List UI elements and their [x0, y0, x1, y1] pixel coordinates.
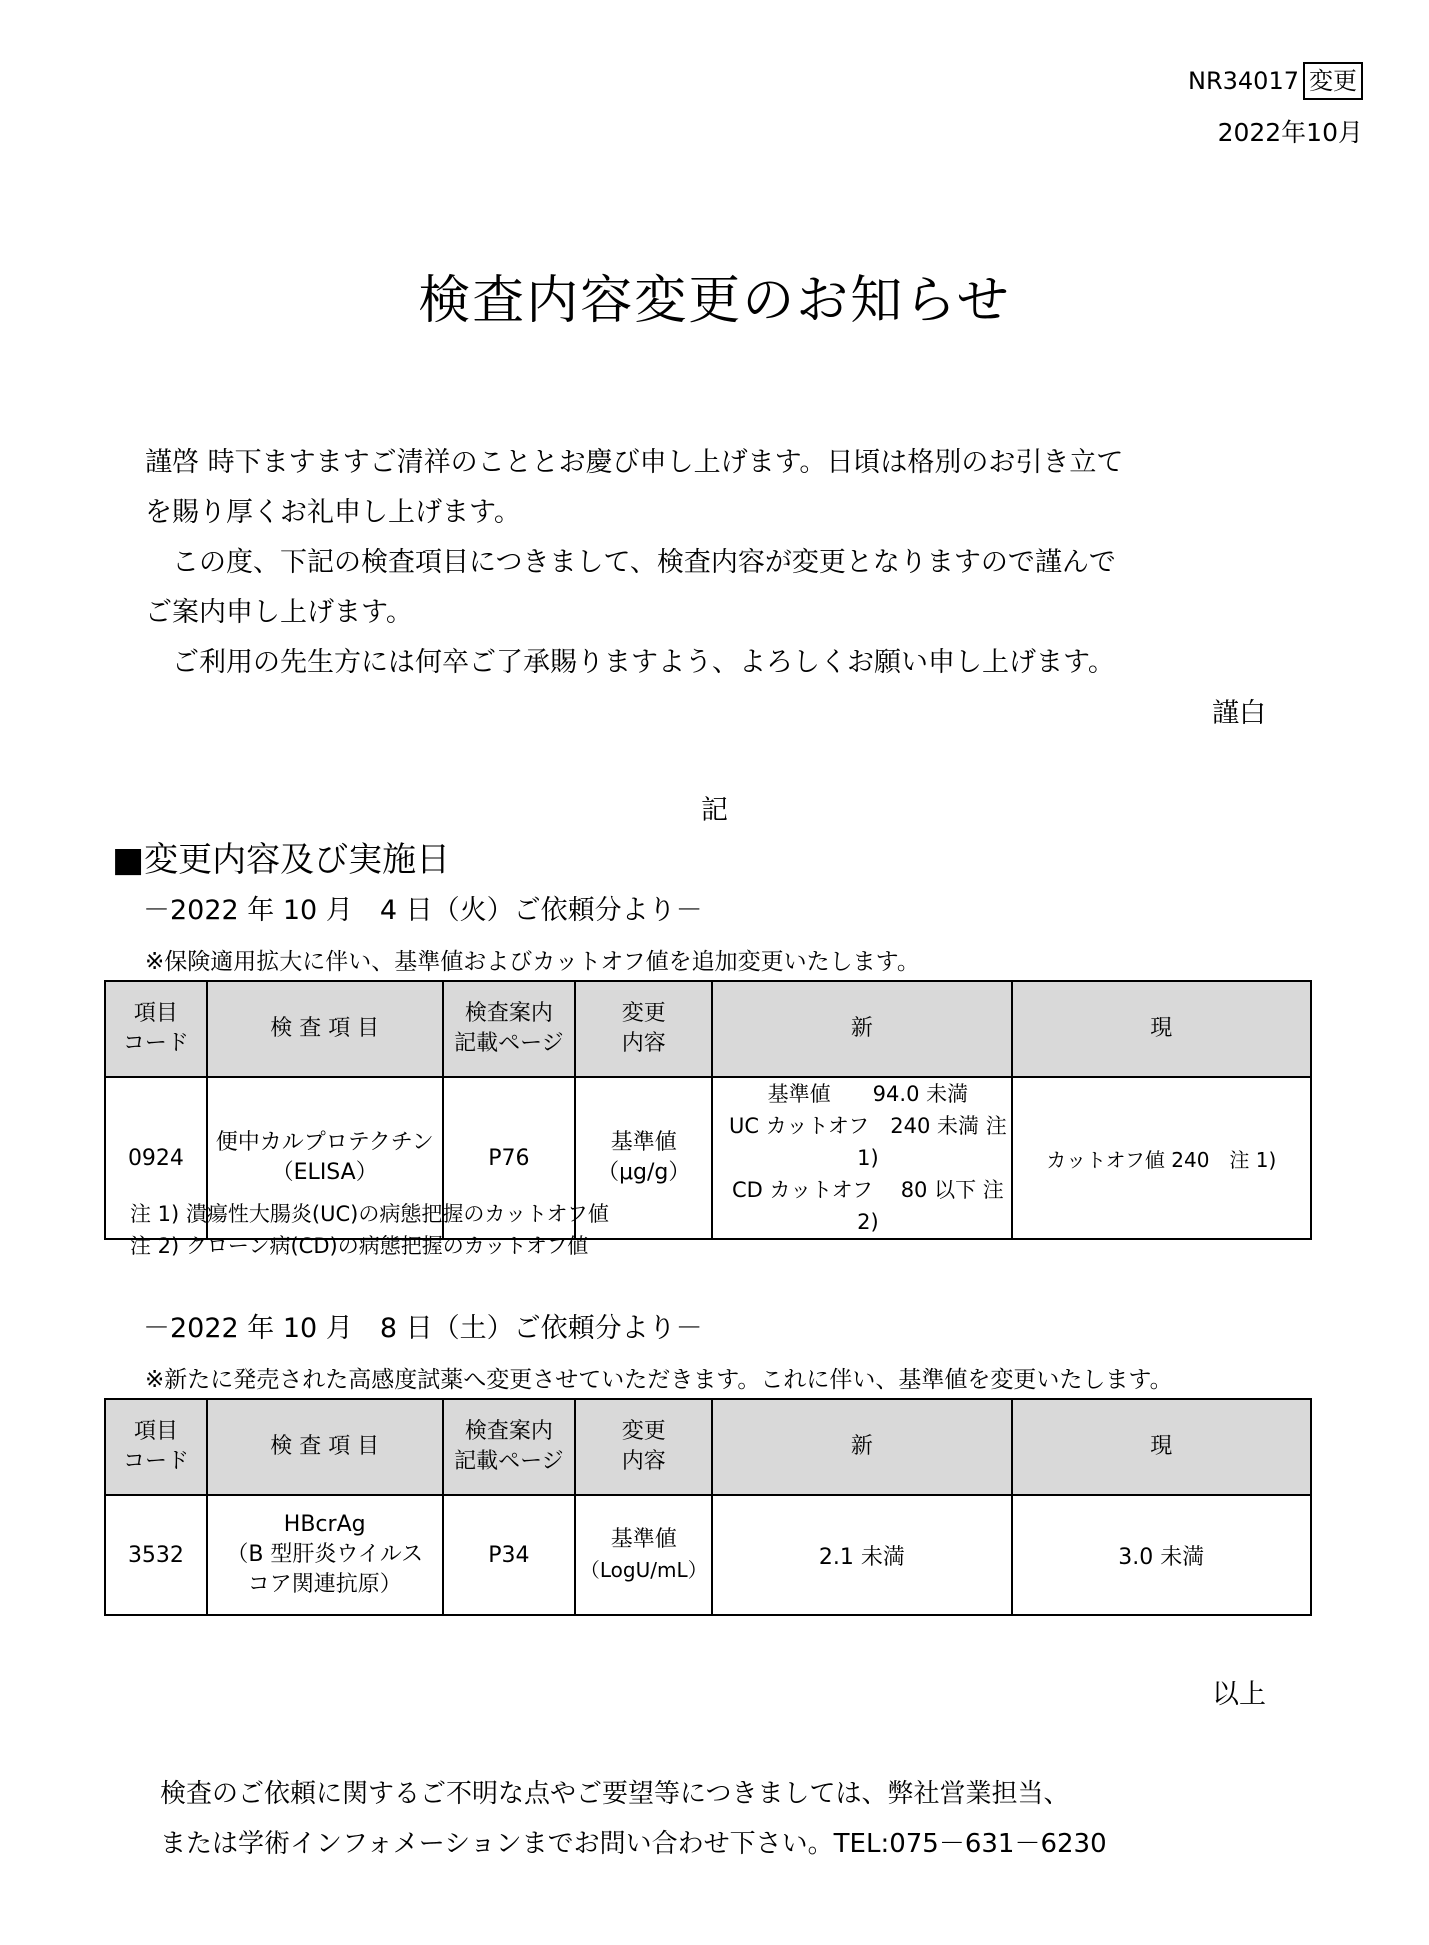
- block2-subhead: －2022 年 10 月 8 日（土）ご依頼分より－: [143, 1313, 703, 1344]
- header-code: 項目 コード: [105, 981, 207, 1077]
- block2-note: ※新たに発売された高感度試薬へ変更させていただきます。これに伴い、基準値を変更いたします。: [145, 1367, 1173, 1393]
- header-code: 項目 コード: [105, 1399, 207, 1495]
- intro-line-5: ご利用の先生方には何卒ご了承賜りますよう、よろしくお願い申し上げます。: [145, 647, 1115, 678]
- row-change: 基準値 （LogU/mL）: [575, 1495, 712, 1615]
- row-item: 便中カルプロテクチン （ELISA）: [207, 1077, 443, 1239]
- document-number: [1188, 62, 1363, 100]
- footer-line-2: または学術インフォメーションまでお問い合わせ下さい。TEL:075－631－6230: [160, 1829, 1107, 1859]
- intro-line-1: 謹啓 時下ますますご清祥のこととお慶び申し上げます。日頃は格別のお引き立て: [145, 447, 1124, 478]
- header-page: 検査案内 記載ページ: [443, 981, 576, 1077]
- row-new: 2.1 未満: [712, 1495, 1011, 1615]
- row-item: HBcrAg （B 型肝炎ウイルス コア関連抗原）: [207, 1495, 443, 1615]
- page-title: 検査内容変更のお知らせ: [418, 271, 1011, 331]
- footer-line-1: 検査のご依頼に関するご不明な点やご要望等につきましては、弊社営業担当、: [160, 1779, 1070, 1809]
- intro-line-4: ご案内申し上げます。: [145, 597, 413, 628]
- header-change: 変更 内容: [575, 1399, 712, 1495]
- header-page: 検査案内 記載ページ: [443, 1399, 576, 1495]
- intro-line-3: この度、下記の検査項目につきまして、検査内容が変更となりますので謹んで: [145, 547, 1116, 578]
- header-item: 検 査 項 目: [207, 1399, 443, 1495]
- header-item: 検 査 項 目: [207, 981, 443, 1077]
- footnote-1: 注 1) 潰瘍性大腸炎(UC)の病態把握のカットオフ値: [130, 1202, 609, 1226]
- row-change: 基準値 （μg/g）: [575, 1077, 712, 1239]
- change-badge: 変更: [1303, 62, 1363, 100]
- row-page: P34: [443, 1495, 576, 1615]
- header-current: 現: [1012, 1399, 1311, 1495]
- header-current: 現: [1012, 981, 1311, 1077]
- section-title: ■変更内容及び実施日: [112, 840, 451, 880]
- row-current: カットオフ値 240 注 1): [1012, 1077, 1311, 1239]
- ki-heading: 記: [701, 795, 728, 826]
- footnote-2: 注 2) クローン病(CD)の病態把握のカットオフ値: [130, 1234, 589, 1258]
- row-new: 基準値 94.0 未満 UC カットオフ 240 未満 注 1) CD カットオフ 80 以下 注 2): [712, 1077, 1011, 1239]
- row-code: 3532: [105, 1495, 207, 1615]
- row-page: P76: [443, 1077, 576, 1239]
- row-code: 0924: [105, 1077, 207, 1239]
- issue-date: 2022年10月: [1217, 118, 1363, 147]
- table-header-row: [105, 1399, 1311, 1495]
- table-header-row: [105, 981, 1311, 1077]
- block1-note: ※保険適用拡大に伴い、基準値およびカットオフ値を追加変更いたします。: [145, 949, 920, 975]
- end-mark: 以上: [1212, 1679, 1266, 1710]
- table-row: [105, 1495, 1311, 1615]
- change-table-2: [104, 1398, 1312, 1616]
- intro-line-2: を賜り厚くお礼申し上げます。: [145, 497, 521, 528]
- closing-word: 謹白: [1212, 698, 1266, 729]
- doc-number-text: NR34017: [1188, 67, 1299, 95]
- header-new: 新: [712, 981, 1011, 1077]
- header-new: 新: [712, 1399, 1011, 1495]
- block1-subhead: －2022 年 10 月 4 日（火）ご依頼分より－: [143, 895, 703, 926]
- row-current: 3.0 未満: [1012, 1495, 1311, 1615]
- header-change: 変更 内容: [575, 981, 712, 1077]
